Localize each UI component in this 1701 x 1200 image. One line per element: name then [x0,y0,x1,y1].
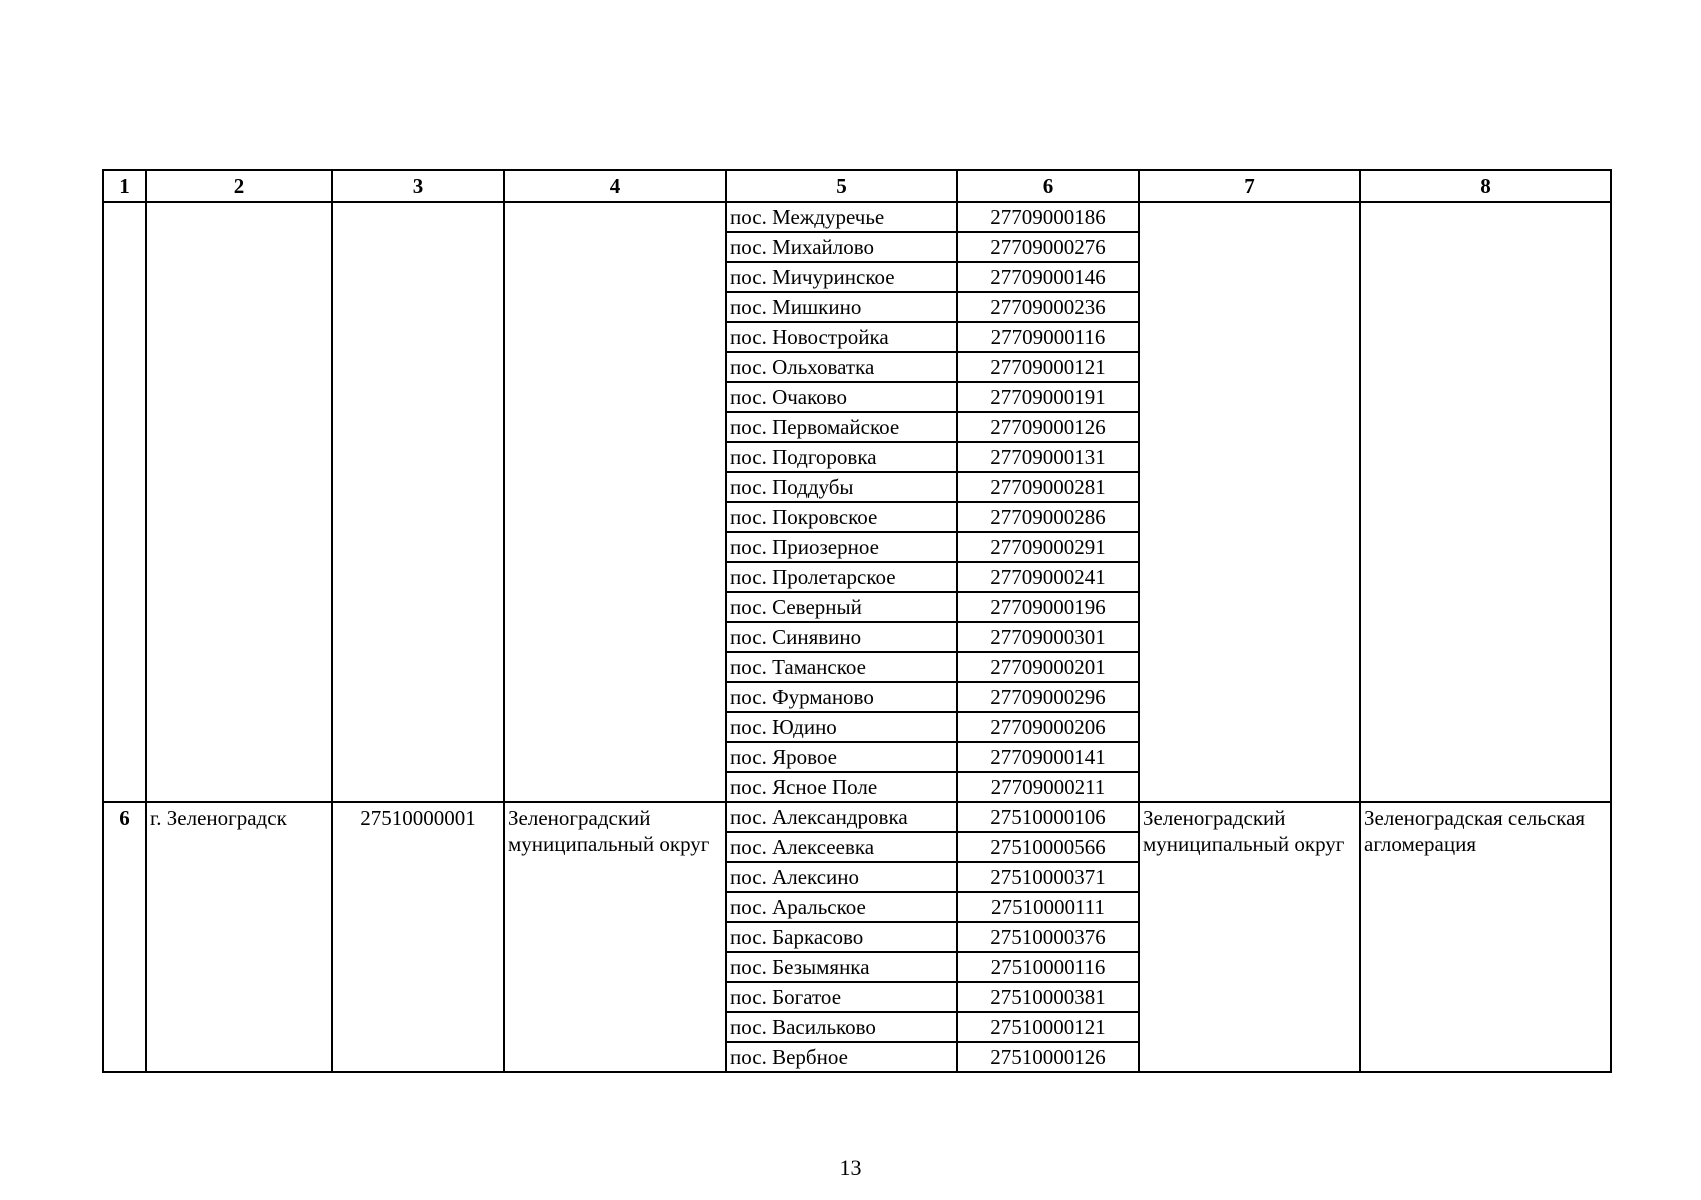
settlement-code-cell: 27709000291 [957,532,1139,562]
settlement-code-cell: 27709000126 [957,412,1139,442]
settlement-code-cell: 27510000126 [957,1042,1139,1072]
settlement-name-cell: пос. Междуречье [726,202,957,232]
header-cell: 1 [103,170,146,202]
center-name-cell: г. Зеленоградск [146,802,332,1072]
settlement-code-cell: 27709000191 [957,382,1139,412]
agglomeration-cell: Зеленоградская сельская агломерация [1360,802,1611,1072]
settlement-code-cell: 27510000371 [957,862,1139,892]
settlement-name-cell: пос. Фурманово [726,682,957,712]
settlement-name-cell: пос. Вербное [726,1042,957,1072]
table-body [103,170,1611,1072]
header-cell: 5 [726,170,957,202]
settlement-name-cell: пос. Юдино [726,712,957,742]
settlement-code-cell: 27709000141 [957,742,1139,772]
settlement-name-cell: пос. Приозерное [726,532,957,562]
header-cell: 7 [1139,170,1360,202]
empty-cell [1360,202,1611,802]
settlement-code-cell: 27709000196 [957,592,1139,622]
settlement-name-cell: пос. Поддубы [726,472,957,502]
header-cell: 3 [332,170,504,202]
empty-cell [504,202,726,802]
settlement-code-cell: 27709000301 [957,622,1139,652]
settlement-code-cell: 27510000376 [957,922,1139,952]
settlement-name-cell: пос. Мишкино [726,292,957,322]
settlement-code-cell: 27709000146 [957,262,1139,292]
settlement-code-cell: 27709000286 [957,502,1139,532]
settlement-name-cell: пос. Пролетарское [726,562,957,592]
settlement-name-cell: пос. Ясное Поле [726,772,957,802]
settlement-name-cell: пос. Новостройка [726,322,957,352]
settlement-code-cell: 27510000111 [957,892,1139,922]
header-cell: 4 [504,170,726,202]
header-cell: 2 [146,170,332,202]
settlement-name-cell: пос. Первомайское [726,412,957,442]
row-number-cell: 6 [103,802,146,1072]
settlement-code-cell: 27510000566 [957,832,1139,862]
page-number: 13 [839,1155,862,1180]
settlement-name-cell: пос. Яровое [726,742,957,772]
settlement-name-cell: пос. Таманское [726,652,957,682]
settlement-name-cell: пос. Баркасово [726,922,957,952]
settlement-code-cell: 27709000116 [957,322,1139,352]
settlement-name-cell: пос. Безымянка [726,952,957,982]
empty-cell [146,202,332,802]
settlement-name-cell: пос. Богатое [726,982,957,1012]
settlement-name-cell: пос. Очаково [726,382,957,412]
settlement-code-cell: 27510000121 [957,1012,1139,1042]
settlement-name-cell: пос. Михайлово [726,232,957,262]
settlement-code-cell: 27510000106 [957,802,1139,832]
settlement-code-cell: 27510000116 [957,952,1139,982]
empty-cell [332,202,504,802]
center-code-cell: 27510000001 [332,802,504,1072]
settlement-name-cell: пос. Аральское [726,892,957,922]
settlement-code-cell: 27709000131 [957,442,1139,472]
settlement-code-cell: 27709000276 [957,232,1139,262]
settlement-name-cell: пос. Ольховатка [726,352,957,382]
settlement-code-cell: 27709000241 [957,562,1139,592]
empty-cell [1139,202,1360,802]
settlement-code-cell: 27709000281 [957,472,1139,502]
settlements-table [102,169,1612,1073]
settlement-name-cell: пос. Синявино [726,622,957,652]
settlement-code-cell: 27709000211 [957,772,1139,802]
table-row [103,802,1611,832]
settlement-code-cell: 27709000186 [957,202,1139,232]
settlement-name-cell: пос. Подгоровка [726,442,957,472]
settlement-code-cell: 27709000236 [957,292,1139,322]
settlement-name-cell: пос. Мичуринское [726,262,957,292]
settlement-name-cell: пос. Покровское [726,502,957,532]
municipality-cell: Зеленоградский муниципальный округ [504,802,726,1072]
municipality-col7-cell: Зеленоградский муниципальный округ [1139,802,1360,1072]
settlement-code-cell: 27709000121 [957,352,1139,382]
settlement-name-cell: пос. Северный [726,592,957,622]
header-cell: 6 [957,170,1139,202]
settlement-name-cell: пос. Алексеевка [726,832,957,862]
header-row [103,170,1611,202]
settlement-name-cell: пос. Васильково [726,1012,957,1042]
table-row [103,202,1611,232]
settlement-name-cell: пос. Александровка [726,802,957,832]
settlement-code-cell: 27709000296 [957,682,1139,712]
settlement-code-cell: 27510000381 [957,982,1139,1012]
header-cell: 8 [1360,170,1611,202]
empty-cell [103,202,146,802]
settlement-code-cell: 27709000206 [957,712,1139,742]
settlement-code-cell: 27709000201 [957,652,1139,682]
settlement-name-cell: пос. Алексино [726,862,957,892]
